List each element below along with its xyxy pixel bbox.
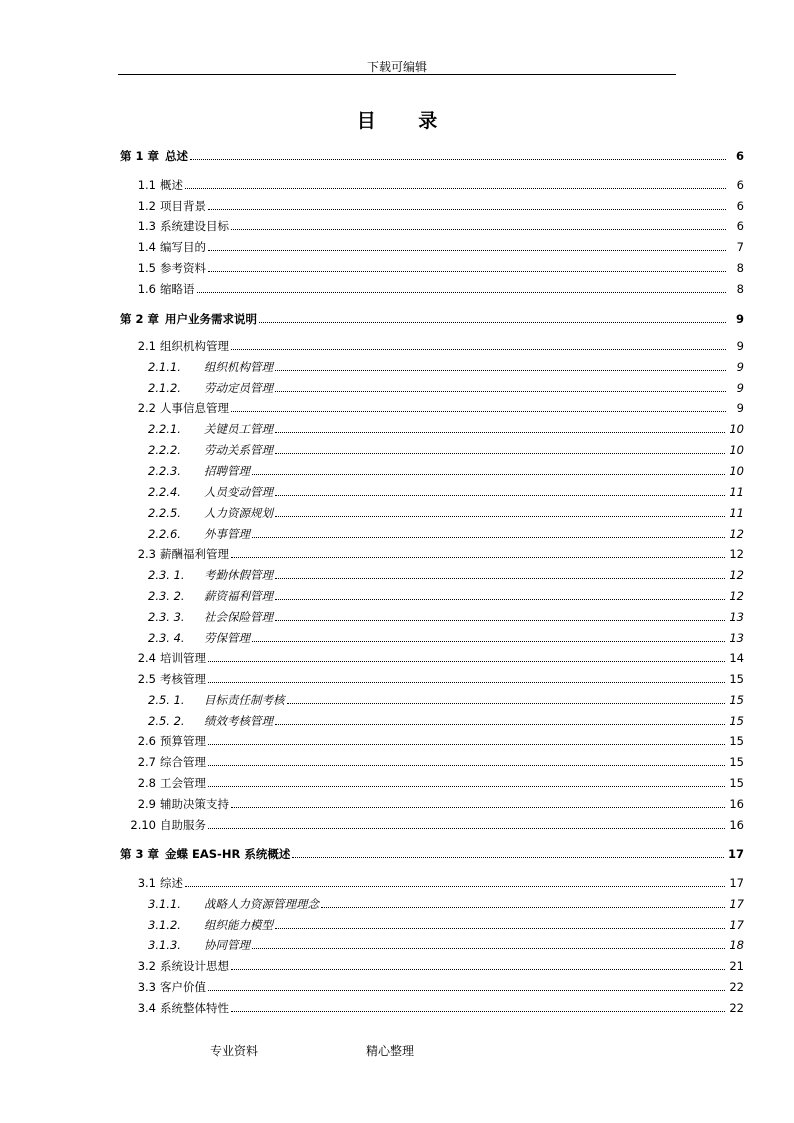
toc-subsection-entry[interactable] xyxy=(120,439,744,457)
toc-entry-number: 3.1.1. xyxy=(148,897,181,911)
toc-entry-number: 3.2 xyxy=(137,959,156,973)
toc-section-entry[interactable] xyxy=(120,543,744,561)
toc-dot-leader xyxy=(275,388,726,392)
toc-subsection-entry[interactable] xyxy=(120,585,744,603)
toc-entry-number: 2.7 xyxy=(137,755,156,769)
toc-dot-leader xyxy=(275,925,725,929)
toc-subsection-entry[interactable] xyxy=(120,606,744,624)
toc-entry-number: 2.2.2. xyxy=(148,443,181,457)
toc-entry-page: 17 xyxy=(729,918,744,932)
toc-entry-page: 8 xyxy=(736,261,744,275)
toc-entry-page: 12 xyxy=(729,589,744,603)
toc-entry-number: 2.2.5. xyxy=(148,506,181,520)
toc-entry-title: 总述 xyxy=(165,149,189,163)
toc-entry-page: 22 xyxy=(729,980,744,994)
footer-left-text: 专业资料 xyxy=(210,1044,259,1058)
toc-entry-number: 2.2 xyxy=(137,401,156,415)
toc-section-entry[interactable] xyxy=(120,174,744,192)
toc-entry-title: 系统设计思想 xyxy=(160,959,229,973)
toc-entry-title: 绩效考核管理 xyxy=(204,714,273,728)
toc-entry-title: 劳动定员管理 xyxy=(204,381,273,395)
toc-entry-page: 22 xyxy=(729,1001,744,1015)
toc-entry-page: 17 xyxy=(729,876,744,890)
toc-section-entry[interactable] xyxy=(120,814,744,832)
toc-entry-number: 2.3. 3. xyxy=(148,610,185,624)
toc-entry-page: 17 xyxy=(729,897,744,911)
toc-dot-leader xyxy=(275,721,725,725)
toc-section-entry[interactable] xyxy=(120,335,744,353)
toc-entry-page: 18 xyxy=(729,938,744,952)
toc-entry-page: 9 xyxy=(736,401,744,415)
toc-section-entry[interactable] xyxy=(120,647,744,665)
toc-dot-leader xyxy=(275,450,725,454)
toc-entry-page: 15 xyxy=(729,734,744,748)
toc-dot-leader xyxy=(208,825,725,829)
toc-dot-leader xyxy=(185,883,725,887)
toc-dot-leader xyxy=(321,904,725,908)
toc-entry-number: 1.6 xyxy=(137,282,156,296)
toc-subsection-entry[interactable] xyxy=(120,418,744,436)
toc-entry-page: 6 xyxy=(736,219,744,233)
toc-subsection-entry[interactable] xyxy=(120,377,744,395)
toc-entry-title: 薪酬福利管理 xyxy=(160,547,229,561)
toc-entry-title: 外事管理 xyxy=(204,527,250,541)
header-text: 下载可编辑 xyxy=(366,60,427,74)
toc-entry-page: 12 xyxy=(729,547,744,561)
toc-entry-title: 劳动关系管理 xyxy=(204,443,273,457)
toc-entry-title: 组织能力模型 xyxy=(204,918,273,932)
toc-entry-page: 14 xyxy=(729,651,744,665)
toc-title: 目 录 xyxy=(356,110,456,132)
toc-entry-page: 15 xyxy=(729,776,744,790)
toc-section-entry[interactable] xyxy=(120,976,744,994)
toc-entry-number: 2.9 xyxy=(137,797,156,811)
toc-entry-number: 1.5 xyxy=(137,261,156,275)
toc-chapter-entry[interactable] xyxy=(120,308,744,326)
toc-dot-leader xyxy=(208,247,726,251)
toc-entry-title: 项目背景 xyxy=(160,199,206,213)
toc-entry-number: 2.1.2. xyxy=(148,381,181,395)
toc-dot-leader xyxy=(252,945,725,949)
toc-entry-number: 1.1 xyxy=(137,178,156,192)
toc-section-entry[interactable] xyxy=(120,257,744,275)
toc-entry-number: 1.2 xyxy=(137,199,156,213)
toc-dot-leader xyxy=(259,319,726,323)
toc-dot-leader xyxy=(231,554,725,558)
toc-subsection-entry[interactable] xyxy=(120,710,744,728)
toc-section-entry[interactable] xyxy=(120,215,744,233)
toc-section-entry[interactable] xyxy=(120,236,744,254)
toc-entry-number: 2.3 xyxy=(137,547,156,561)
toc-entry-page: 9 xyxy=(736,360,744,374)
toc-entry-page: 13 xyxy=(729,631,744,645)
toc-entry-title: 组织机构管理 xyxy=(160,339,229,353)
toc-entry-title: 综合管理 xyxy=(160,755,206,769)
toc-dot-leader xyxy=(231,346,726,350)
toc-entry-number: 第 3 章 xyxy=(120,847,160,861)
toc-dot-leader xyxy=(275,492,725,496)
toc-entry-title: 缩略语 xyxy=(160,282,195,296)
toc-entry-title: 关键员工管理 xyxy=(204,422,273,436)
toc-entry-title: 系统建设目标 xyxy=(160,219,229,233)
toc-entry-title: 薪资福利管理 xyxy=(204,589,273,603)
toc-entry-title: 客户价值 xyxy=(160,980,206,994)
toc-entry-title: 系统整体特性 xyxy=(160,1001,229,1015)
toc-entry-page: 15 xyxy=(729,672,744,686)
toc-section-entry[interactable] xyxy=(120,872,744,890)
toc-subsection-entry[interactable] xyxy=(120,502,744,520)
toc-subsection-entry[interactable] xyxy=(120,564,744,582)
toc-section-entry[interactable] xyxy=(120,751,744,769)
toc-dot-leader xyxy=(252,534,725,538)
toc-entry-title: 人员变动管理 xyxy=(204,485,273,499)
toc-entry-number: 3.3 xyxy=(137,980,156,994)
toc-dot-leader xyxy=(275,367,726,371)
toc-entry-page: 12 xyxy=(729,527,744,541)
toc-section-entry[interactable] xyxy=(120,997,744,1015)
toc-entry-page: 9 xyxy=(736,381,744,395)
toc-entry-number: 2.1.1. xyxy=(148,360,181,374)
toc-entry-page: 6 xyxy=(736,178,744,192)
toc-section-entry[interactable] xyxy=(120,397,744,415)
toc-entry-page: 13 xyxy=(729,610,744,624)
toc-dot-leader xyxy=(231,408,726,412)
toc-entry-number: 2.5. 1. xyxy=(148,693,185,707)
toc-chapter-entry[interactable] xyxy=(120,145,744,163)
toc-entry-number: 3.4 xyxy=(137,1001,156,1015)
toc-subsection-entry[interactable] xyxy=(120,934,744,952)
toc-entry-number: 2.2.1. xyxy=(148,422,181,436)
toc-dot-leader xyxy=(231,804,725,808)
toc-entry-page: 10 xyxy=(729,464,744,478)
toc-entry-page: 9 xyxy=(736,339,744,353)
toc-entry-title: 考勤休假管理 xyxy=(204,568,273,582)
toc-dot-leader xyxy=(208,679,725,683)
toc-dot-leader xyxy=(208,783,725,787)
toc-subsection-entry[interactable] xyxy=(120,627,744,645)
toc-entry-page: 21 xyxy=(729,959,744,973)
toc-entry-number: 第 1 章 xyxy=(120,149,160,163)
toc-chapter-entry[interactable] xyxy=(120,843,744,861)
toc-entry-page: 11 xyxy=(729,485,744,499)
toc-section-entry[interactable] xyxy=(120,772,744,790)
toc-entry-title: 协同管理 xyxy=(204,938,250,952)
toc-dot-leader xyxy=(197,289,727,293)
toc-entry-number: 2.10 xyxy=(130,818,156,832)
toc-dot-leader xyxy=(275,575,725,579)
toc-dot-leader xyxy=(208,741,725,745)
toc-entry-page: 17 xyxy=(727,847,744,861)
toc-entry-title: 培训管理 xyxy=(160,651,206,665)
toc-section-entry[interactable] xyxy=(120,278,744,296)
toc-entry-title: 组织机构管理 xyxy=(204,360,273,374)
toc-entry-page: 15 xyxy=(729,714,744,728)
toc-entry-number: 2.3. 1. xyxy=(148,568,185,582)
toc-entry-title: 参考资料 xyxy=(160,261,206,275)
toc-entry-page: 8 xyxy=(736,282,744,296)
toc-entry-number: 2.1 xyxy=(137,339,156,353)
toc-entry-number: 3.1 xyxy=(137,876,156,890)
toc-section-entry[interactable] xyxy=(120,668,744,686)
toc-subsection-entry[interactable] xyxy=(120,460,744,478)
toc-dot-leader xyxy=(252,638,725,642)
toc-subsection-entry[interactable] xyxy=(120,689,744,707)
toc-entry-page: 12 xyxy=(729,568,744,582)
toc-entry-page: 11 xyxy=(729,506,744,520)
toc-entry-number: 2.2.3. xyxy=(148,464,181,478)
toc-entry-number: 2.4 xyxy=(137,651,156,665)
toc-entry-number: 2.2.6. xyxy=(148,527,181,541)
toc-subsection-entry[interactable] xyxy=(120,481,744,499)
toc-dot-leader xyxy=(252,471,725,475)
toc-subsection-entry[interactable] xyxy=(120,914,744,932)
toc-entry-number: 1.4 xyxy=(137,240,156,254)
toc-dot-leader xyxy=(275,617,725,621)
toc-dot-leader xyxy=(292,854,724,858)
toc-section-entry[interactable] xyxy=(120,955,744,973)
toc-entry-page: 6 xyxy=(735,149,744,163)
toc-entry-title: 考核管理 xyxy=(160,672,206,686)
toc-entry-page: 6 xyxy=(736,199,744,213)
toc-entry-number: 2.6 xyxy=(137,734,156,748)
toc-entry-title: 编写目的 xyxy=(160,240,206,254)
toc-dot-leader xyxy=(231,966,725,970)
toc-entry-title: 概述 xyxy=(160,178,183,192)
toc-entry-title: 综述 xyxy=(160,876,183,890)
toc-dot-leader xyxy=(208,987,725,991)
toc-entry-number: 2.3. 4. xyxy=(148,631,185,645)
toc-entry-title: 人事信息管理 xyxy=(160,401,229,415)
toc-dot-leader xyxy=(275,596,725,600)
toc-dot-leader xyxy=(275,513,725,517)
toc-dot-leader xyxy=(190,156,726,160)
toc-entry-page: 7 xyxy=(736,240,744,254)
toc-entry-number: 2.3. 2. xyxy=(148,589,185,603)
toc-entry-page: 15 xyxy=(729,755,744,769)
toc-entry-number: 3.1.3. xyxy=(148,938,181,952)
toc-dot-leader xyxy=(208,762,725,766)
toc-entry-page: 16 xyxy=(729,797,744,811)
toc-entry-page: 9 xyxy=(735,312,744,326)
toc-entry-page: 15 xyxy=(729,693,744,707)
footer-right-text: 精心整理 xyxy=(366,1044,415,1058)
toc-dot-leader xyxy=(208,268,726,272)
toc-dot-leader xyxy=(208,658,725,662)
toc-entry-number: 2.2.4. xyxy=(148,485,181,499)
toc-entry-title: 金蝶 EAS-HR 系统概述 xyxy=(165,847,291,861)
toc-dot-leader xyxy=(275,429,725,433)
toc-entry-page: 10 xyxy=(729,443,744,457)
toc-entry-number: 2.5 xyxy=(137,672,156,686)
toc-subsection-entry[interactable] xyxy=(120,356,744,374)
toc-dot-leader xyxy=(208,206,726,210)
toc-entry-title: 社会保险管理 xyxy=(204,610,273,624)
toc-entry-title: 工会管理 xyxy=(160,776,206,790)
toc-entry-title: 战略人力资源管理理念 xyxy=(204,897,319,911)
toc-entry-title: 目标责任制考核 xyxy=(204,693,285,707)
toc-entry-number: 3.1.2. xyxy=(148,918,181,932)
toc-dot-leader xyxy=(287,700,726,704)
toc-entry-title: 用户业务需求说明 xyxy=(165,312,258,326)
toc-entry-number: 2.5. 2. xyxy=(148,714,185,728)
toc-dot-leader xyxy=(231,226,726,230)
toc-dot-leader xyxy=(185,185,726,189)
toc-section-entry[interactable] xyxy=(120,730,744,748)
toc-section-entry[interactable] xyxy=(120,195,744,213)
toc-entry-title: 招聘管理 xyxy=(204,464,250,478)
toc-subsection-entry[interactable] xyxy=(120,893,744,911)
toc-entry-page: 10 xyxy=(729,422,744,436)
table-of-contents xyxy=(120,0,744,1123)
toc-entry-page: 16 xyxy=(729,818,744,832)
toc-entry-title: 预算管理 xyxy=(160,734,206,748)
toc-subsection-entry[interactable] xyxy=(120,523,744,541)
toc-entry-title: 劳保管理 xyxy=(204,631,250,645)
toc-entry-number: 1.3 xyxy=(137,219,156,233)
toc-entry-title: 自助服务 xyxy=(160,818,206,832)
toc-entry-title: 人力资源规划 xyxy=(204,506,273,520)
toc-entry-number: 第 2 章 xyxy=(120,312,160,326)
toc-entry-title: 辅助决策支持 xyxy=(160,797,229,811)
toc-dot-leader xyxy=(231,1008,725,1012)
toc-section-entry[interactable] xyxy=(120,793,744,811)
toc-entry-number: 2.8 xyxy=(137,776,156,790)
